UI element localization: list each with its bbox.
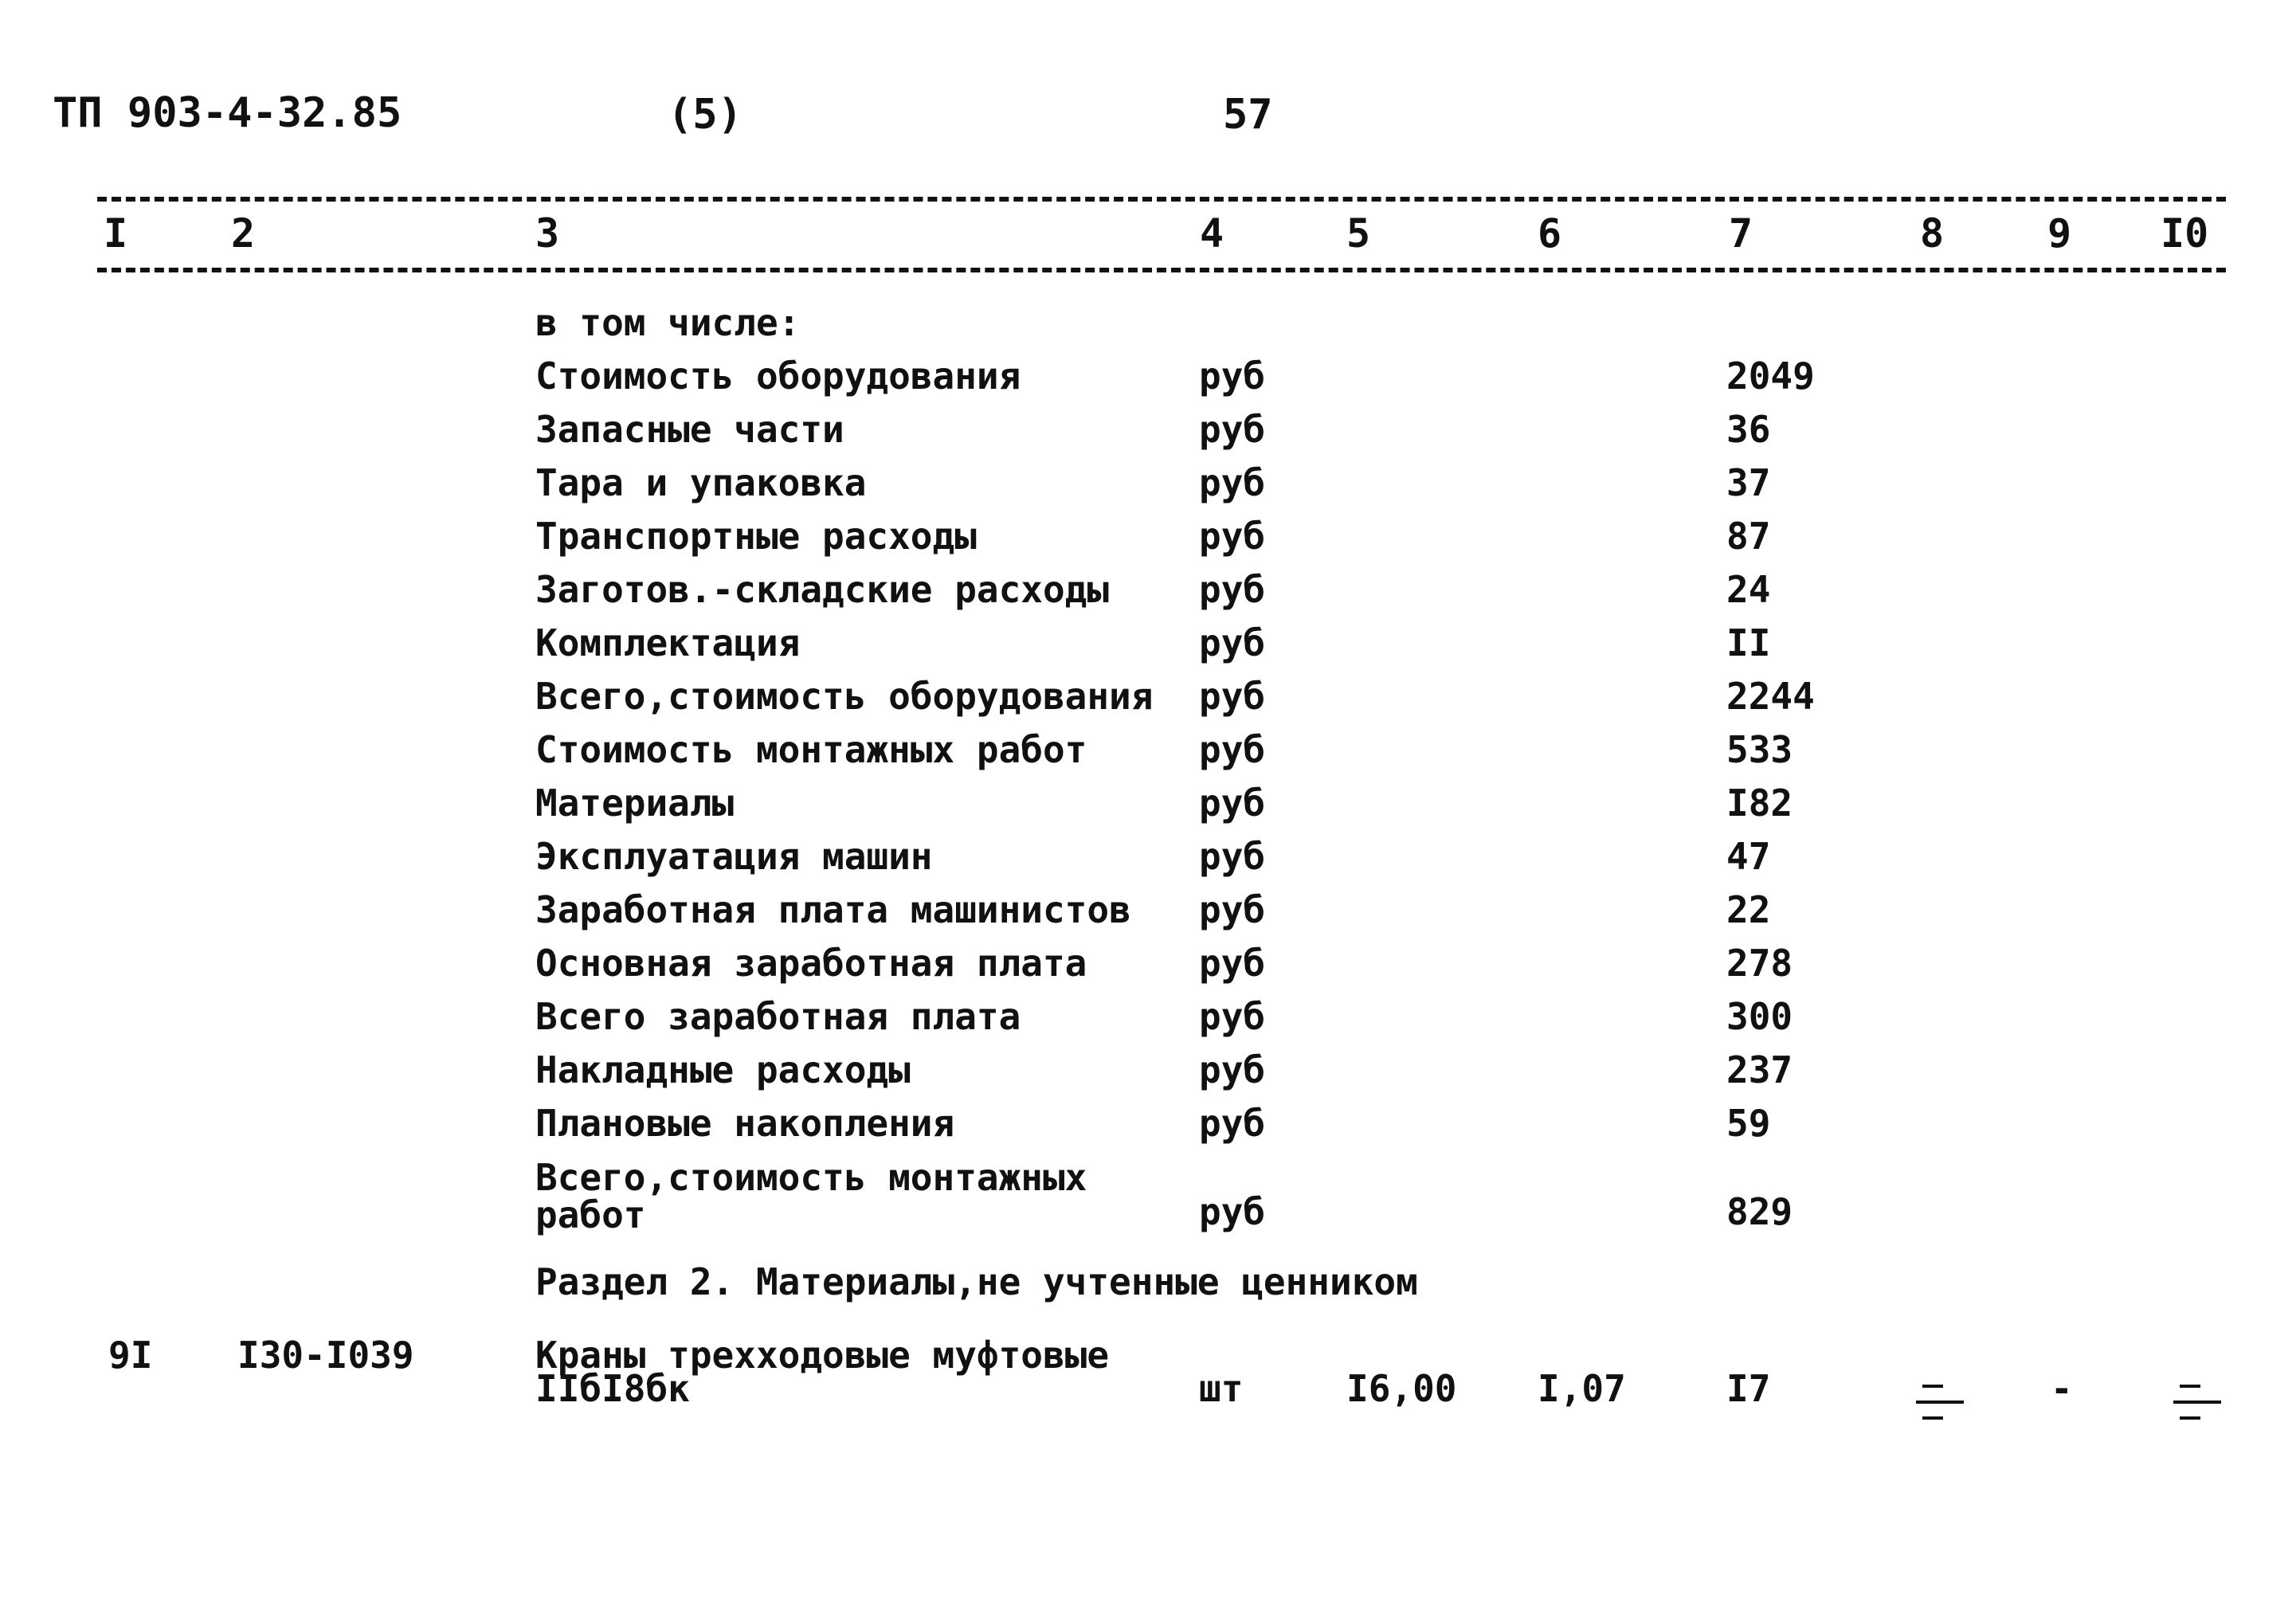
row-value: 37 (1726, 461, 1771, 504)
row-unit: руб (1199, 355, 1266, 398)
doc-code: ТП 903-4-32.85 (53, 89, 402, 137)
row-value: 2244 (1726, 675, 1815, 718)
ditto-mark-icon (1916, 1385, 1964, 1421)
row-name: Эксплуатация машин (535, 835, 933, 878)
header-top-rule (97, 197, 2226, 202)
row-name: Плановые накопления (535, 1102, 955, 1145)
total-name-line1: Всего,стоимость монтажных (535, 1156, 1087, 1199)
row-name: Всего заработная плата (535, 995, 1021, 1038)
total-value: 829 (1726, 1190, 1793, 1233)
row-name: Комплектация (535, 621, 801, 664)
row-value: 2049 (1726, 355, 1815, 398)
row-name: Тара и упаковка (535, 461, 867, 504)
row-unit: руб (1199, 461, 1266, 504)
ditto-mark-icon (2173, 1385, 2221, 1421)
row-unit: руб (1199, 515, 1266, 558)
item-total: I7 (1726, 1367, 1771, 1410)
row-unit: руб (1199, 568, 1266, 611)
item-name-line1: Краны трехходовые муфтовые (535, 1334, 1110, 1377)
item-number: 9I (108, 1334, 153, 1377)
total-name-line2: работ (535, 1193, 646, 1236)
item-unit: шт (1199, 1367, 1244, 1410)
row-unit: руб (1199, 995, 1266, 1038)
row-name: Запасные части (535, 408, 844, 451)
section2-title: Раздел 2. Материалы,не учтенные ценником (535, 1260, 1418, 1303)
row-name: Материалы (535, 782, 735, 825)
row-unit: руб (1199, 782, 1266, 825)
item-col9: - (2051, 1367, 2073, 1410)
row-value: 87 (1726, 515, 1771, 558)
row-value: 22 (1726, 888, 1771, 931)
row-value: 36 (1726, 408, 1771, 451)
row-unit: руб (1199, 942, 1266, 985)
item-name-line2: IIбI8бк (535, 1367, 690, 1410)
row-value: 300 (1726, 995, 1793, 1038)
page-number: 57 (1223, 91, 1273, 139)
row-unit: руб (1199, 1048, 1266, 1091)
row-name: Накладные расходы (535, 1048, 911, 1091)
column-number: 2 (231, 210, 256, 257)
column-number: I0 (2161, 210, 2209, 257)
row-unit: руб (1199, 728, 1266, 771)
row-value: 59 (1726, 1102, 1771, 1145)
item-quantity: I6,00 (1346, 1367, 1457, 1410)
column-number: I (104, 210, 128, 257)
row-value: II (1726, 621, 1771, 664)
row-name: Заработная плата машинистов (535, 888, 1131, 931)
row-name: Всего,стоимость оборудования (535, 675, 1154, 718)
row-unit: руб (1199, 835, 1266, 878)
row-value: 24 (1726, 568, 1771, 611)
column-number: 5 (1346, 210, 1371, 257)
column-number: 8 (1920, 210, 1945, 257)
row-name: Транспортные расходы (535, 515, 977, 558)
section-number: (5) (668, 91, 742, 139)
column-number: 4 (1200, 210, 1224, 257)
row-value: 237 (1726, 1048, 1793, 1091)
row-unit: руб (1199, 621, 1266, 664)
subtotal-label: в том числе: (535, 301, 801, 344)
row-unit: руб (1199, 675, 1266, 718)
row-name: Заготов.-складские расходы (535, 568, 1110, 611)
row-value: 278 (1726, 942, 1793, 985)
row-name: Стоимость монтажных работ (535, 728, 1087, 771)
row-name: Стоимость оборудования (535, 355, 1021, 398)
column-number: 9 (2047, 210, 2072, 257)
row-unit: руб (1199, 408, 1266, 451)
column-number: 6 (1538, 210, 1562, 257)
header-bottom-rule (97, 268, 2226, 272)
row-value: 533 (1726, 728, 1793, 771)
column-number: 3 (535, 210, 560, 257)
total-unit: руб (1199, 1190, 1266, 1233)
row-value: I82 (1726, 782, 1793, 825)
row-unit: руб (1199, 1102, 1266, 1145)
row-value: 47 (1726, 835, 1771, 878)
row-name: Основная заработная плата (535, 942, 1087, 985)
item-price: I,07 (1538, 1367, 1626, 1410)
item-code: I30-I039 (237, 1334, 414, 1377)
column-number: 7 (1729, 210, 1753, 257)
row-unit: руб (1199, 888, 1266, 931)
